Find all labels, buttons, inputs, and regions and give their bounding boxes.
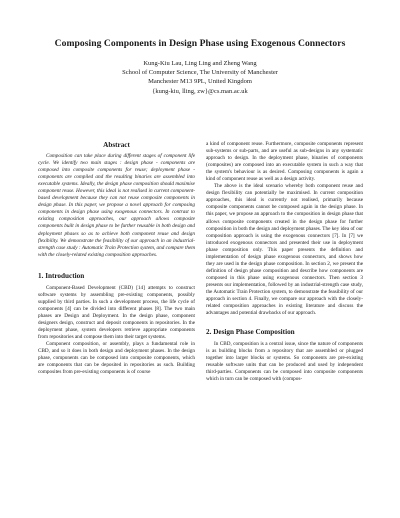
address: Manchester M13 9PL, United Kingdom: [148, 78, 252, 86]
intro-paragraph-1: Component-Based Development (CBD) [14] attempts to construct software systems by assembling pre-existing components, possibly supplied by third parties. In such a development process, the life cycle of components [4] can be divided into different phases [8]. The two main phases are Design and Deployment. In the design phase, component designers design, construct and deposit components in repositories. In the deployment phase, system developers retrieve appropriate components from repositories and compose them into their target systems.: [38, 284, 195, 341]
abstract-text: Composition can take place during different stages of component life cycle. We identify two main stages : design phase - components are composed into composite components for reuse; deployment phase - components are compiled and the resulting binaries are assembled into executable systems. Ideally, the design phase composition should maximise component reuse. However, this ideal is not realised in current component-based development because they can not reuse composite components in design phase. In this paper, we propose a novel approach for composing components in design phase using exogenous connectors. In contrast to existing composition approaches, our approach allows composite components built in design phase to be further reusable in both design and deployment phases so as to achieve both component reuse and design flexibility. We demonstrate the feasibility of our approach in an industrial-strength case study : Automatic Train Protection system, and compare them with the closely-related existing composition approaches.: [38, 153, 195, 258]
email: {kung-kiu, lling, zw}@cs.man.ac.uk: [152, 87, 248, 95]
paper-header: [0, 38, 400, 96]
section-heading-design-phase: 2. Design Phase Composition: [206, 328, 295, 337]
paper-title: Composing Components in Design Phase using Exogenous Connectors: [54, 38, 346, 49]
affiliation: School of Computer Science, The University of Manchester: [122, 69, 278, 77]
abstract-heading: Abstract: [103, 141, 130, 149]
author-block: [0, 59, 400, 96]
right-column: [206, 141, 363, 383]
left-column: [38, 141, 195, 376]
author-names: Kung-Kiu Lau, Ling Ling and Zheng Wang: [143, 60, 257, 67]
intro-paragraph-2: Component composition, or assembly, plays a fundamental role in CBD, and so it does in both design and deployment phases. In the design phase, components can be composed into composite components, which are components that can be deposited in repositories as such. Building composites from pre-existing components is of course: [38, 341, 195, 376]
design-paragraph-1: In CBD, composition is a central issue, since the nature of components is as building blocks from a repository that are assembled or plugged together into larger blocks or systems. So components are pre-existing reusable software units that can be produced and used by independent third-parties. Components can be composed into composite components which in turn can be composed with (compos-: [206, 341, 363, 383]
intro-paragraph-4: The above is the ideal scenario whereby both component reuse and design flexibility can potentially be maximised. In current composition approaches, this ideal is currently not realised, primarily because composite components cannot be composed again in the design phase. In this paper, we propose an approach to the composition in design phase that allows composite components created in the design phase for further composition in both the design and deployment phases. The key idea of our composition approach is using the exogenous connectors [7]. In [7] we introduced exogenous connectors and presented their use in deployment phase composition only. This paper presents the definition and implementation of design phase exogenous connectors, and shows how they are used in the design phase composition. In section 2, we present the definition of design phase composition and describe how components are composed in this phase using exogenous connectors. Then section 3 presents our implementation, followed by an industrial-strength case study, the Automatic Train Protection system, to demonstrate the feasibility of our approach in section 4. Finally, we compare our approach with the closely-related composition approaches in existing literature and discuss the advantages and potential drawbacks of our approach.: [206, 183, 363, 317]
intro-paragraph-3: a kind of component reuse. Furthermore, composite components represent sub-systems or sub-parts, and are useful as sub-designs in any systematic approach to design. In the deployment phase, binaries of components (composites) are composed into an executable system in such a way that the system's behaviour is as desired. Composing components is again a kind of component reuse as well as a design activity.: [206, 141, 363, 183]
section-heading-introduction: 1. Introduction: [38, 271, 85, 280]
